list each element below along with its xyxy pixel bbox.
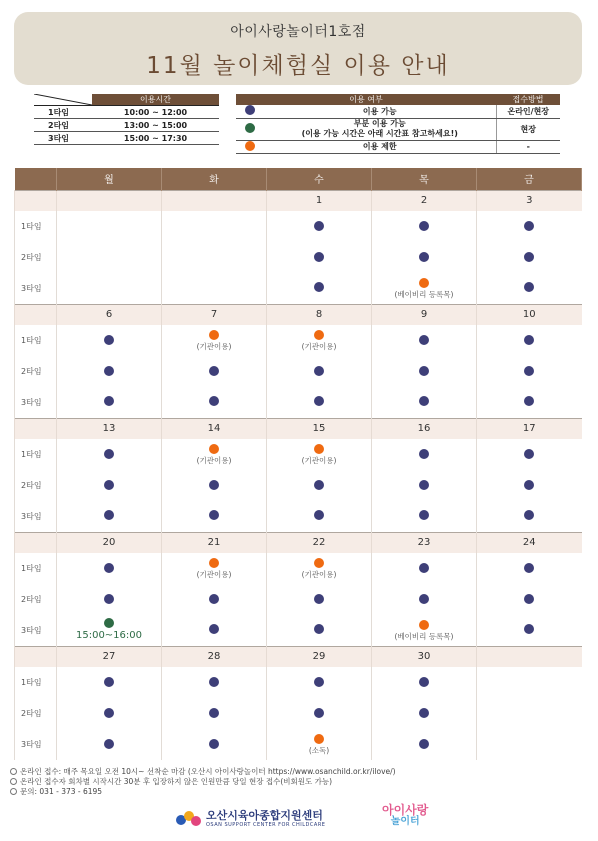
page-subtitle: 아이사랑놀이터1호점 [230,24,366,40]
legend-method: 온라인/현장 [496,105,560,118]
slot-cell [372,729,477,760]
slot-cell [162,387,267,418]
slot-cell [162,325,267,356]
slot-cell [267,584,372,615]
blue-status-dot-icon [314,252,324,262]
slot-cell [372,356,477,387]
date-cell [477,646,582,667]
date-row-corner [15,646,57,667]
blue-status-dot-icon [524,563,534,573]
slot-cell [267,667,372,698]
slot-cell [477,470,582,501]
footer-line: 온라인 접수자 회차별 시작시간 30분 후 입장하지 않은 인원만큼 당일 현장 접수(비회원도 가능) [20,777,333,786]
blue-status-dot-icon [209,594,219,604]
slot-cell [57,729,162,760]
blue-status-dot-icon [104,594,114,604]
slot-cell [372,387,477,418]
slot-note: (베이비리 등록목) [394,289,454,299]
slot-cell [372,325,477,356]
time-label: 1타임 [34,106,92,119]
slot-cell [267,211,372,242]
date-cell: 15 [267,418,372,439]
date-cell [162,190,267,211]
brand-logo [382,804,428,827]
date-row-corner [15,190,57,211]
slot-cell [477,211,582,242]
restricted-dot-icon [245,141,255,151]
date-cell: 9 [372,304,477,325]
brand-line2: 놀이터 [390,816,420,827]
blue-status-dot-icon [104,739,114,749]
date-cell: 22 [267,532,372,553]
blue-status-dot-icon [104,708,114,718]
legend-table [236,94,560,154]
blue-status-dot-icon [314,221,324,231]
date-cell: 21 [162,532,267,553]
slot-label: 2타임 [15,470,57,501]
slot-label: 3타임 [15,729,57,760]
date-cell: 7 [162,304,267,325]
blue-status-dot-icon [209,510,219,520]
blue-status-dot-icon [419,510,429,520]
slot-label: 2타임 [15,242,57,273]
date-cell: 23 [372,532,477,553]
slot-label: 3타임 [15,273,57,304]
bullet-circle-icon [10,768,17,775]
slot-cell [57,698,162,729]
blue-status-dot-icon [419,449,429,459]
time-table-corner [34,94,92,106]
blue-status-dot-icon [314,677,324,687]
orange-status-dot-icon [314,444,324,454]
title-banner [14,12,582,85]
orange-status-dot-icon [314,734,324,744]
orange-status-dot-icon [209,330,219,340]
blue-status-dot-icon [419,594,429,604]
orange-status-dot-icon [209,444,219,454]
slot-label: 1타임 [15,439,57,470]
slot-label: 3타임 [15,501,57,532]
center-name-eng: OSAN SUPPORT CENTER FOR CHILDCARE [206,822,326,828]
blue-status-dot-icon [209,677,219,687]
date-row-corner [15,304,57,325]
slot-cell [57,470,162,501]
slot-cell [372,439,477,470]
calendar-table [14,168,582,760]
orange-status-dot-icon [419,278,429,288]
date-row-corner [15,418,57,439]
blue-status-dot-icon [314,708,324,718]
legend-method: 현장 [496,118,560,140]
blue-status-dot-icon [524,624,534,634]
slot-cell [57,615,162,646]
slot-cell [162,501,267,532]
partial-dot-icon [245,123,255,133]
slot-cell [162,356,267,387]
weekday-header: 월 [57,168,162,190]
blue-status-dot-icon [524,282,534,292]
date-cell: 24 [477,532,582,553]
slot-cell [267,356,372,387]
weekday-header: 화 [162,168,267,190]
time-value: 10:00 ~ 12:00 [92,106,219,119]
blue-status-dot-icon [419,563,429,573]
orange-status-dot-icon [314,558,324,568]
slot-cell [162,273,267,304]
slot-cell [267,501,372,532]
slot-cell [57,325,162,356]
slot-note: (기관이용) [301,570,337,579]
slot-note: (기관이용) [301,342,337,351]
date-cell: 6 [57,304,162,325]
blue-status-dot-icon [104,480,114,490]
slot-cell [477,356,582,387]
slot-note: (베이비리 등록목) [394,631,454,641]
slot-cell [162,470,267,501]
time-label: 3타임 [34,132,92,145]
slot-cell [57,211,162,242]
slot-cell [57,667,162,698]
date-cell: 13 [57,418,162,439]
slot-cell [477,729,582,760]
slot-cell [477,584,582,615]
blue-status-dot-icon [524,335,534,345]
slot-cell [162,729,267,760]
orange-status-dot-icon [419,620,429,630]
blue-status-dot-icon [419,708,429,718]
blue-status-dot-icon [209,366,219,376]
green-status-dot-icon [104,618,114,628]
slot-cell [477,553,582,584]
blue-status-dot-icon [209,739,219,749]
bullet-circle-icon [10,788,17,795]
blue-status-dot-icon [419,677,429,687]
slot-cell [267,242,372,273]
date-cell: 17 [477,418,582,439]
blue-status-dot-icon [419,221,429,231]
weekday-header: 목 [372,168,477,190]
date-cell: 3 [477,190,582,211]
slot-note: (기관이용) [196,456,232,465]
slot-cell [57,584,162,615]
blue-status-dot-icon [209,708,219,718]
legend-method: - [496,140,560,153]
slot-cell [267,387,372,418]
blue-status-dot-icon [524,366,534,376]
slot-cell [162,211,267,242]
blue-status-dot-icon [104,366,114,376]
blue-status-dot-icon [314,282,324,292]
blue-status-dot-icon [314,510,324,520]
time-table [34,94,219,145]
slot-cell [372,698,477,729]
calendar-corner [15,168,57,190]
slot-cell [267,439,372,470]
slot-note: (기관이용) [196,570,232,579]
slot-label: 2타임 [15,698,57,729]
slot-note: (기관이용) [196,342,232,351]
slot-cell [267,698,372,729]
slot-label: 1타임 [15,325,57,356]
blue-status-dot-icon [209,624,219,634]
brand-line1: 아이사랑 [382,803,429,817]
slot-label: 1타임 [15,211,57,242]
slot-cell [267,325,372,356]
slot-cell [57,273,162,304]
slot-cell [477,325,582,356]
blue-status-dot-icon [419,739,429,749]
slot-cell [162,615,267,646]
date-cell: 20 [57,532,162,553]
slot-cell [372,242,477,273]
slot-cell [477,615,582,646]
blue-status-dot-icon [209,396,219,406]
slot-label: 3타임 [15,387,57,418]
slot-label: 3타임 [15,615,57,646]
date-cell: 29 [267,646,372,667]
legend-header-status: 이용 여부 [236,94,496,105]
blue-status-dot-icon [419,252,429,262]
slot-cell [162,698,267,729]
slot-cell [162,439,267,470]
footer-line: 문의: 031 - 373 - 6195 [20,787,103,796]
slot-cell [267,729,372,760]
legend-partial-note: (이용 가능 시간은 아래 시간표 참고하세요!) [301,129,458,138]
weekday-header: 수 [267,168,372,190]
slot-cell [57,242,162,273]
slot-cell [477,698,582,729]
slot-cell [372,501,477,532]
bullet-circle-icon [10,778,17,785]
legend-available: 이용 가능 [264,105,496,118]
time-table-header: 이용시간 [92,94,219,106]
time-label: 2타임 [34,119,92,132]
legend-header-method: 접수방법 [496,94,560,105]
date-cell: 28 [162,646,267,667]
page-title: 11월 놀이체험실 이용 안내 [146,53,450,79]
blue-status-dot-icon [419,396,429,406]
center-name: 오산시육아종합지원센터 [206,809,323,822]
blue-status-dot-icon [314,396,324,406]
legend-restricted: 이용 제한 [264,140,496,153]
date-row-corner [15,532,57,553]
blue-status-dot-icon [104,677,114,687]
slot-cell [267,470,372,501]
legend-partial: 부분 이용 가능 [353,119,406,128]
center-logo [176,806,325,832]
blue-status-dot-icon [524,594,534,604]
orange-status-dot-icon [314,330,324,340]
date-cell: 2 [372,190,477,211]
slot-cell [267,553,372,584]
blue-status-dot-icon [524,221,534,231]
slot-cell [372,470,477,501]
blue-status-dot-icon [524,510,534,520]
blue-status-dot-icon [314,366,324,376]
slot-cell [372,667,477,698]
slot-cell [162,242,267,273]
slot-cell [57,356,162,387]
slot-cell [477,439,582,470]
blue-status-dot-icon [104,335,114,345]
blue-status-dot-icon [524,449,534,459]
weekday-header: 금 [477,168,582,190]
slot-cell [57,501,162,532]
available-dot-icon [245,105,255,115]
slot-cell [162,584,267,615]
slot-cell [372,273,477,304]
slot-cell [57,439,162,470]
slot-cell [267,273,372,304]
center-logo-icon [176,811,202,827]
slot-cell [372,584,477,615]
blue-status-dot-icon [104,396,114,406]
blue-status-dot-icon [314,594,324,604]
blue-status-dot-icon [419,335,429,345]
date-cell [57,190,162,211]
slot-cell [477,387,582,418]
date-cell: 14 [162,418,267,439]
slot-note: 15:00~16:00 [75,630,142,642]
slot-cell [267,615,372,646]
blue-status-dot-icon [104,449,114,459]
slot-cell [372,211,477,242]
slot-label: 2타임 [15,584,57,615]
slot-label: 2타임 [15,356,57,387]
blue-status-dot-icon [419,366,429,376]
date-cell: 8 [267,304,372,325]
blue-status-dot-icon [209,480,219,490]
slot-cell [57,387,162,418]
orange-status-dot-icon [209,558,219,568]
blue-status-dot-icon [314,624,324,634]
slot-cell [162,553,267,584]
date-cell: 16 [372,418,477,439]
slot-cell [372,553,477,584]
time-value: 13:00 ~ 15:00 [92,119,219,132]
blue-status-dot-icon [524,480,534,490]
time-value: 15:00 ~ 17:30 [92,132,219,145]
blue-status-dot-icon [104,563,114,573]
blue-status-dot-icon [524,252,534,262]
date-cell: 10 [477,304,582,325]
slot-cell [477,242,582,273]
slot-cell [477,667,582,698]
date-cell: 30 [372,646,477,667]
slot-cell [477,273,582,304]
date-cell: 27 [57,646,162,667]
slot-note: (소독) [308,746,330,755]
footer-line: 온라인 접수: 매주 목요일 오전 10시~ 선착순 마감 (오산시 아이사랑놀이터 https://www.osanchild.or.kr/ilove/) [20,767,396,776]
slot-cell [477,501,582,532]
slot-label: 1타임 [15,667,57,698]
slot-cell [57,553,162,584]
slot-cell [162,667,267,698]
blue-status-dot-icon [524,396,534,406]
footer-notes [10,767,396,797]
slot-cell [372,615,477,646]
date-cell: 1 [267,190,372,211]
slot-note: (기관이용) [301,456,337,465]
blue-status-dot-icon [314,480,324,490]
blue-status-dot-icon [104,510,114,520]
slot-label: 1타임 [15,553,57,584]
blue-status-dot-icon [419,480,429,490]
